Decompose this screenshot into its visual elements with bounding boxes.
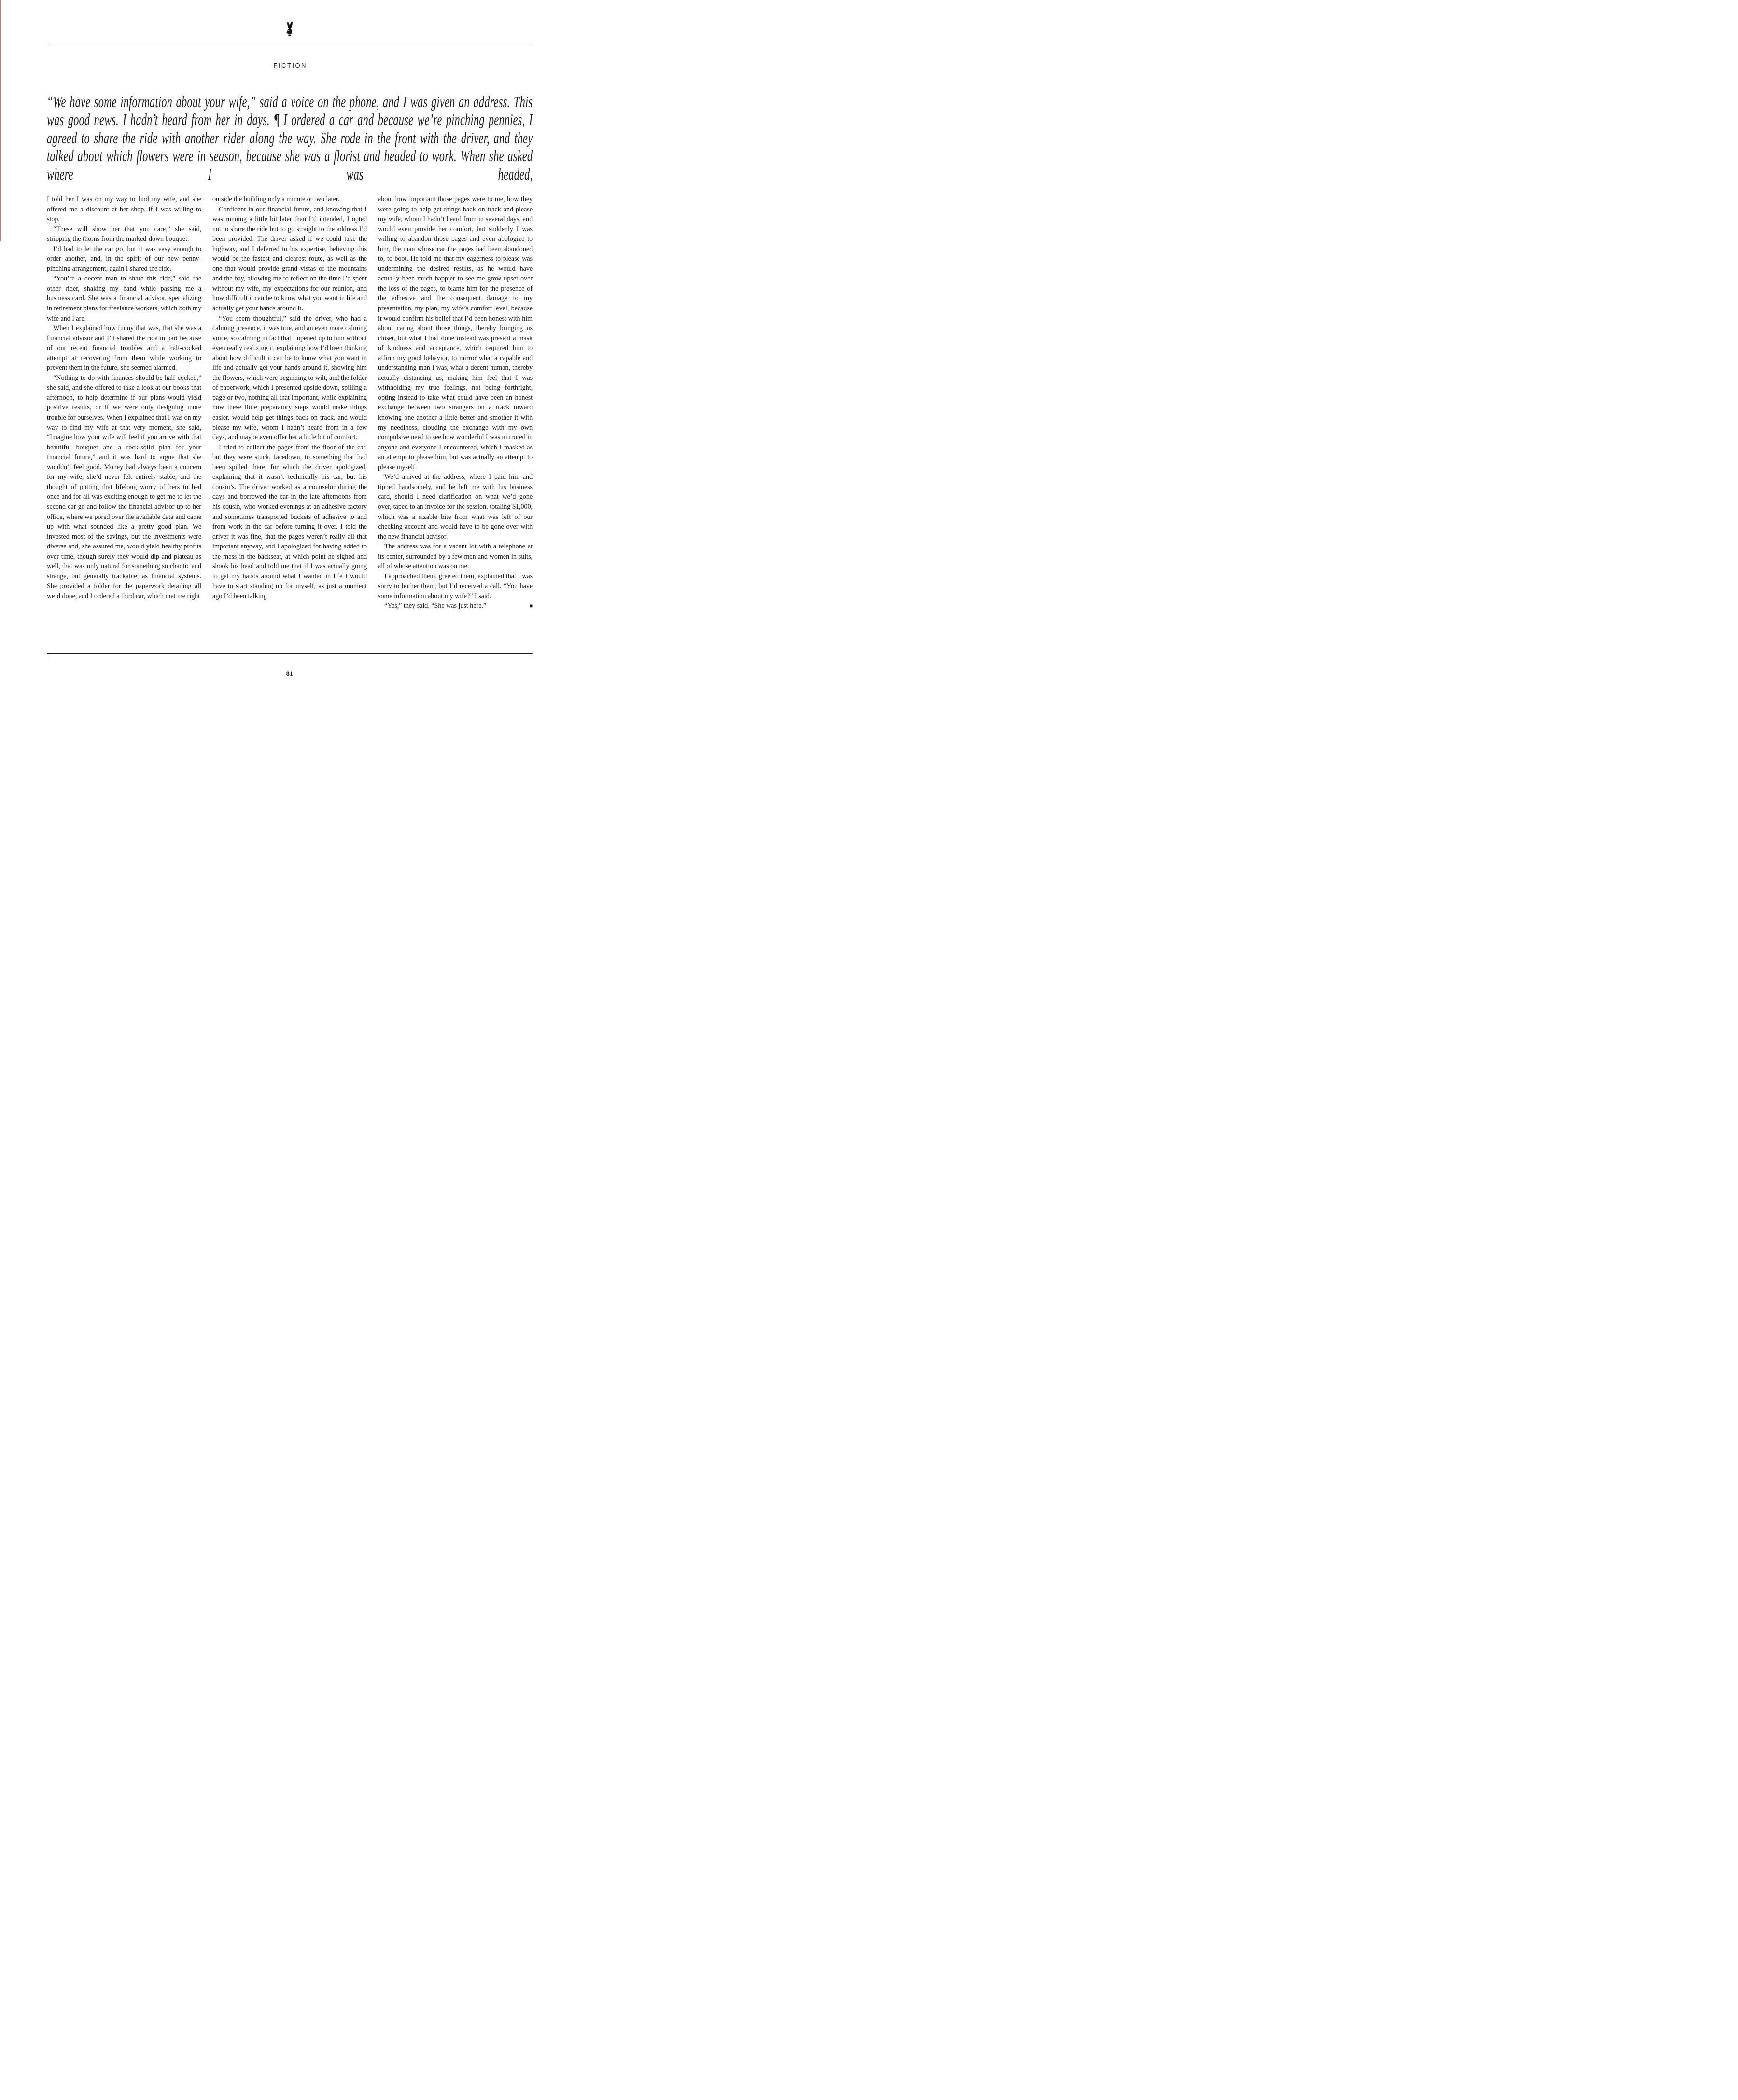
story-paragraph: “Yes,” they said. “She was just here.” ■ bbox=[378, 601, 533, 611]
story-paragraph: Confident in our financial future, and knowing that I was running a little bit later than I’d intended, I opted not to share the ride but to go straight to the address I’d been provided. The driver asked if we could take the highway, and I deferred to his expertise, believing this would be the fastest and clearest route, as well as the one that would provide grand vistas of the mountains and the bay, allowing me to reflect on the time I’d spent without my wife, my expectations for our reunion, and how difficult it can be to know what you want in life and actually get your hands around it. bbox=[212, 205, 367, 313]
story-paragraph: I tried to collect the pages from the floor of the car, but they were stuck, facedown, to something that had been spilled there, for which the driver apologized, explaining that it wasn’t technically his car, but his cousin’s. The driver worked as a counselor during the days and borrowed the car in the late afternoons from his cousin, who worked evenings at an adhesive factory and sometimes transported buckets of adhesive to and from work in the car before turning it over. I told the driver it was fine, that the pages weren’t really all that important anyway, and I apologized for having added to the mess in the backseat, at which point he sighed and shook his head and told me that if I was actually going to get my hands around what I wanted in life I would have to start standing up for myself, as just a moment ago I’d been talking bbox=[212, 443, 367, 600]
story-paragraph: “You’re a decent man to share this ride,” said the other rider, shaking my hand while passing me a business card. She was a financial advisor, specializing in retirement plans for freelance workers, which both my wife and I are. bbox=[47, 275, 202, 322]
magazine-page bbox=[0, 0, 579, 700]
story-lede-block bbox=[47, 93, 533, 190]
story-paragraph: We’d arrived at the address, where I paid him and tipped handsomely, and he left me with his business card, should I need clarification on what we’d gone over, taped to an invoice for the session, totaling $1,000, which was a sizable bite from what was left of our checking account and would have to be gone over with the new financial advisor. bbox=[378, 473, 533, 541]
story-paragraph: I approached them, greeted them, explained that I was sorry to bother them, but I’d received a call. “You have some information about my wife?” I said. bbox=[378, 572, 533, 600]
story-column-1 bbox=[47, 195, 201, 630]
story-lede: “We have some information about your wife,” said a voice on the phone, and I was given an address. This was good news. I hadn’t heard from her in days. ¶ I ordered a car and because we’re pinching pennies, I agreed to share the ride with another rider along the way. She rode in the front with the driver, and they talked about which flowers were in season, because she was a florist and headed to work. When she asked where I was headed, bbox=[47, 93, 533, 183]
story-column-3 bbox=[378, 195, 533, 630]
story-paragraph: about how important those pages were to me, how they were going to help get things back on track and please my wife, whom I hadn’t heard from in several days, and would even provide her comfort, but suddenly I was willing to abandon those pages and even apologize to him, the man whose car the pages had been abandoned to, to boot. He told me that my eagerness to please was undermining the desired results, as he would have actually been much happier to see me grow upset over the loss of the pages, to blame him for the presence of the adhesive and the consequent damage to my presentation, my plan, my wife’s comfort level, because it would confirm his belief that I’d been honest with him about caring about those things, thereby bringing us closer, but what I had done instead was present a mask of kindness and acceptance, which required him to affirm my good behavior, to mirror what a capable and understanding man I was, what a decent human, thereby actually distancing us, making him feel that I was withholding my true feelings, not being forthright, opting instead to take what could have been an honest exchange between two strangers on a track toward knowing one another a little better and smother it with my neediness, clouding the exchange with my own compulsive need to see how wonderful I was mirrored in anyone and everyone I encountered, which I masked as an attempt to please him, but was actually an attempt to please myself. bbox=[378, 196, 533, 471]
story-paragraph: When I explained how funny that was, that she was a financial advisor and I’d shared the ride in part because of our recent financial troubles and a half-cocked attempt at recovering from them while working to prevent them in the future, she seemed alarmed. bbox=[47, 324, 202, 372]
story-paragraph: I told her I was on my way to find my wife, and she offered me a discount at her shop, if I was willing to stop. bbox=[47, 196, 202, 224]
story-paragraph: The address was for a vacant lot with a telephone at its center, surrounded by a few men and women in suits, all of whose attention was on me. bbox=[378, 543, 533, 571]
section-label: FICTION bbox=[273, 62, 307, 69]
footer-rule bbox=[47, 653, 533, 654]
end-of-story-mark: ■ bbox=[529, 602, 533, 610]
story-paragraph: “You seem thoughtful,” said the driver, who had a calming presence, it was true, and an even more calming voice, so calming in fact that I opened up to him without even really realizing it, explaining how I’d been thinking about how difficult it can be to know what you want in life and actually get your hands around it, showing him the flowers, which were beginning to wilt, and the folder of paperwork, which I presented upside down, spilling a page or two, nothing all that important, while explaining how these little preparatory steps would make things easier, would help get things back on track, and would please my wife, whom I hadn’t heard from in a few days, and maybe even offer her a little bit of comfort. bbox=[212, 314, 367, 442]
story-column-2 bbox=[212, 195, 367, 630]
story-paragraph: “These will show her that you care,” she said, stripping the thorns from the marked-down bouquet. bbox=[47, 225, 202, 243]
story-body bbox=[0, 195, 579, 630]
story-paragraph: “Nothing to do with finances should be half-cocked,” she said, and she offered to take a look at our books that afternoon, to help determine if our plans would yield positive results, or if we were only designing more trouble for ourselves. When I explained that I was on my way to find my wife at that very moment, she said, “Imagine how your wife will feel if you arrive with that beautiful bouquet and a rock-solid plan for your financial future,” and it was hard to argue that she wouldn’t feel good. Money had always been a concern for my wife, she’d never felt entirely stable, and the thought of putting that lifelong worry of hers to bed once and for all was exciting enough to get me to let the second car go and follow the financial advisor up to her office, where we pored over the available data and came up with what sounded like a pretty good plan. We invested most of the savings, but the investments were diverse and, she assured me, would yield healthy profits over time, though surely they would dip and plateau as well, that was only natural for something so chaotic and strange, but generally trackable, as financial systems. She provided a folder for the paperwork detailing all we’d done, and I ordered a third car, which met me right bbox=[47, 374, 202, 600]
story-paragraph: outside the building only a minute or two later. bbox=[212, 196, 340, 203]
page-number: 81 bbox=[286, 670, 294, 678]
story-paragraph: I’d had to let the car go, but it was easy enough to order another, and, in the spirit of our new penny-pinching arrangement, again I shared the ride. bbox=[47, 245, 202, 273]
playboy-bunny-icon bbox=[286, 21, 294, 38]
